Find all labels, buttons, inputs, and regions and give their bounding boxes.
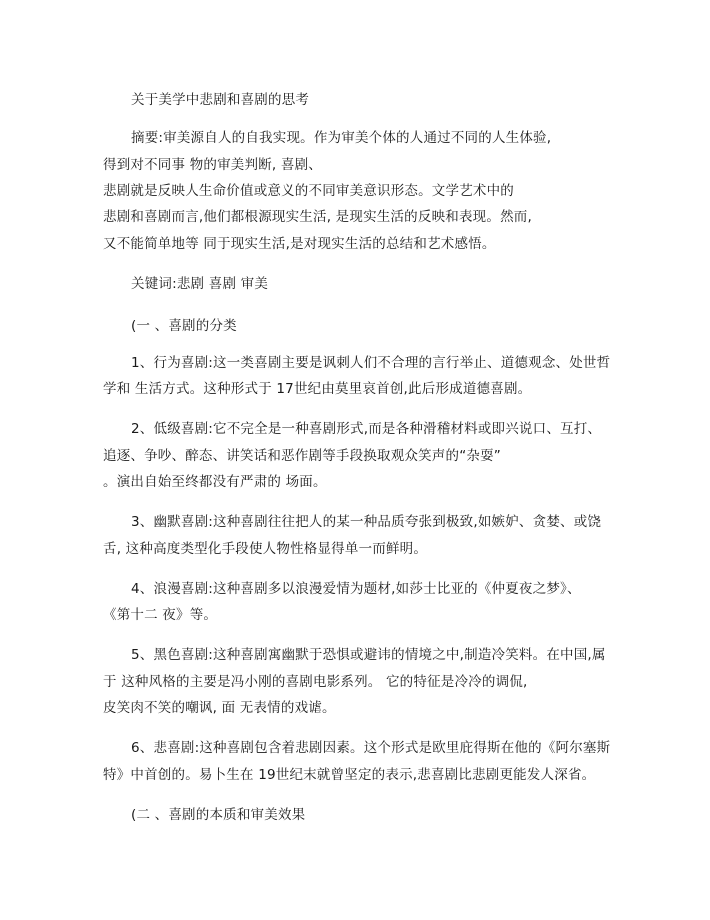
item-5-line: 5、黑色喜剧:这种喜剧寓幽默于恐惧或避讳的情境之中,制造冷笑料。在中国,属	[131, 647, 606, 663]
item-2-line: 追逐、争吵、醉态、讲笑话和恶作剧等手段换取观众笑声的“杂耍”	[103, 448, 501, 464]
item-2-line: 2、低级喜剧:它不完全是一种喜剧形式,而是各种滑稽材料或即兴说口、互打、	[131, 421, 602, 437]
abstract-line: 又不能简单地等 同于现实生活,是对现实生活的总结和艺术感悟。	[103, 236, 496, 252]
document-title: 关于美学中悲剧和喜剧的思考	[131, 92, 310, 108]
item-5-line: 皮笑肉不笑的嘲讽, 面 无表情的戏谑。	[103, 700, 336, 716]
item-1-line: 1、行为喜剧:这一类喜剧主要是讽刺人们不合理的言行举止、道德观念、处世哲	[131, 355, 611, 371]
section-heading: (一 、喜剧的分类	[131, 318, 237, 334]
item-6-line: 6、悲喜剧:这种喜剧包含着悲剧因素。这个形式是欧里庇得斯在他的《阿尔塞斯	[131, 740, 611, 756]
item-4-line: 4、浪漫喜剧:这种喜剧多以浪漫爱情为题材,如莎士比亚的《仲夏夜之梦》、	[131, 581, 581, 597]
keywords: 关键词:悲剧 喜剧 审美	[131, 276, 269, 292]
section-heading: (二 、喜剧的本质和审美效果	[131, 807, 306, 823]
item-3-line: 3、幽默喜剧:这种喜剧往往把人的某一种品质夸张到极致,如嫉妒、贪婪、或饶	[131, 514, 602, 530]
item-5-line: 于 这种风格的主要是冯小刚的喜剧电影系列。 它的特征是冷冷的调侃,	[103, 674, 528, 690]
abstract-line: 悲剧和喜剧而言,他们都根源现实生活, 是现实生活的反映和表现。然而,	[103, 209, 532, 225]
item-2-line: 。演出自始至终都没有严肃的 场面。	[103, 474, 327, 490]
item-1-line: 学和 生活方式。这种形式于 17世纪由莫里哀首创,此后形成道德喜剧。	[103, 381, 532, 397]
abstract-line: 摘要:审美源自人的自我实现。作为审美个体的人通过不同的人生体验,	[131, 130, 552, 146]
item-6-line: 特》中首创的。易卜生在 19世纪末就曾坚定的表示,悲喜剧比悲剧更能发人深省。	[103, 767, 596, 783]
abstract-line: 得到对不同事 物的审美判断, 喜剧、	[103, 157, 322, 173]
item-3-line: 舌, 这种高度类型化手段使人物性格显得单一而鲜明。	[103, 541, 428, 557]
abstract-line: 悲剧就是反映人生命价值或意义的不同审美意识形态。文学艺术中的	[103, 183, 514, 199]
item-4-line: 《第十二 夜》等。	[103, 607, 218, 623]
